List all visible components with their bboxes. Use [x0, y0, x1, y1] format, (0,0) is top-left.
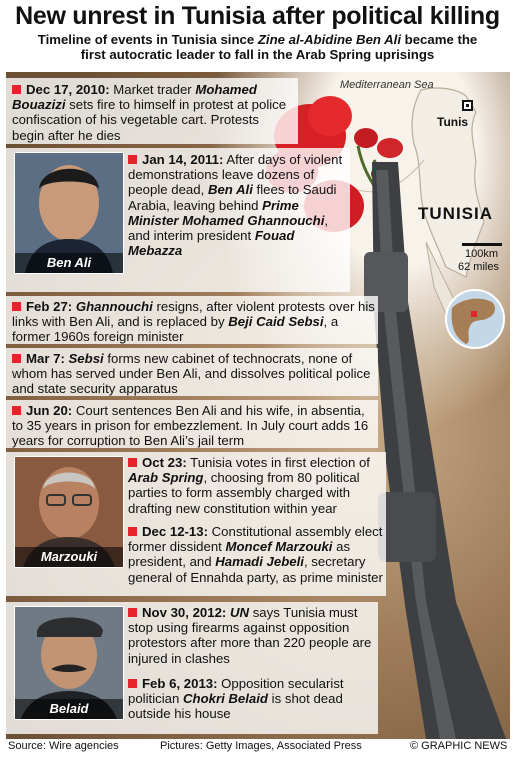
- timeline-entry: [12, 351, 376, 397]
- timeline-entry: [128, 152, 346, 258]
- entry-date: Nov 30, 2012:: [142, 605, 227, 620]
- entry-text: flees to Saudi Arabia, leaving behind: [128, 182, 337, 213]
- bullet-icon: [128, 458, 137, 467]
- entry-text: is shot dead outside his house: [128, 691, 343, 722]
- entry-highlight: Ghannouchi: [75, 299, 153, 314]
- bullet-icon: [128, 679, 137, 688]
- entry-date: Mar 7:: [26, 351, 65, 366]
- marzouki-photo: [14, 456, 124, 568]
- entry-highlight: Fouad Mebazza: [128, 228, 295, 259]
- subtitle-line2: first autocratic leader to fall in the Arab Spring uprisings: [80, 47, 435, 62]
- entry-highlight: Moncef Marzouki: [225, 539, 333, 555]
- subtitle-part: Timeline of events in Tunisia since: [37, 32, 258, 47]
- ben-ali-photo: [14, 152, 124, 274]
- timeline-entry: [128, 676, 376, 722]
- entry-date: Jan 14, 2011:: [142, 152, 224, 167]
- entry-date: Dec 17, 2010:: [26, 82, 110, 97]
- background-photo: [6, 72, 510, 739]
- entry-text: Market trader: [109, 82, 196, 97]
- belaid-photo: [14, 606, 124, 720]
- entry-text: , a former 1960s foreign minister: [12, 314, 339, 345]
- entry-date: Oct 23:: [142, 455, 187, 470]
- timeline-entry: [12, 403, 376, 449]
- entry-text: , and interim president: [128, 212, 329, 244]
- entry-highlight: Mohamed Bouazizi: [12, 82, 257, 113]
- page-title: New unrest in Tunisia after political killing: [15, 2, 500, 30]
- subtitle: [10, 32, 505, 62]
- entry-highlight: Hamadi Jebeli: [215, 554, 304, 570]
- photo-caption: Marzouki: [15, 547, 123, 567]
- subtitle-part: became the: [401, 32, 478, 47]
- source-credit: Source: Wire agencies: [8, 740, 119, 752]
- timeline-entry: [128, 524, 386, 585]
- entry-text: resigns, after violent protests over his links with Ben Ali, and is replaced by: [12, 299, 375, 330]
- bullet-icon: [12, 302, 21, 311]
- entry-text: as president, and: [128, 539, 351, 570]
- entry-highlight: Sebsi: [68, 351, 104, 366]
- bullet-icon: [12, 85, 21, 94]
- entry-text: Tunisia votes in first election of: [186, 455, 370, 470]
- timeline-entry: [128, 605, 376, 666]
- photo-caption: Ben Ali: [15, 253, 123, 273]
- entry-text: sets fire to himself in protest at police confiscation of his vegetable cart. Protests begin after he dies: [12, 97, 287, 143]
- bullet-icon: [128, 527, 137, 536]
- capital-marker-icon: [462, 100, 473, 111]
- entry-highlight: Ben Ali: [207, 182, 253, 198]
- entry-text: Constitutional assembly elect former dissident: [128, 524, 383, 555]
- entry-text: says Tunisia must stop using firearms against opposition protestors after more than 220 people are injured in clashes: [128, 605, 372, 666]
- entry-text: forms new cabinet of technocrats, none of whom has served under Ben Ali, and dissolves political police and state security apparatus: [12, 351, 371, 397]
- bullet-icon: [128, 608, 137, 617]
- photo-caption: Belaid: [15, 699, 123, 719]
- entry-date: Dec 12-13:: [142, 524, 208, 539]
- timeline-entry: [128, 455, 386, 516]
- entry-highlight: Chokri Belaid: [182, 691, 268, 707]
- bullet-icon: [12, 406, 21, 415]
- entry-text: Court sentences Ben Ali and his wife, in absentia, to 35 years in prison for embezzlement. In July court adds 16 years for corruption to Ben Ali’s jail term: [12, 403, 369, 449]
- entry-date: Feb 6, 2013:: [142, 676, 218, 691]
- entry-highlight: UN: [229, 605, 250, 620]
- pictures-credit: Pictures: Getty Images, Associated Press: [160, 740, 362, 752]
- entry-highlight: Arab Spring: [128, 470, 204, 486]
- entry-date: Feb 27:: [26, 299, 73, 314]
- entry-text: , secretary general of Ennahda party, as prime minister: [128, 554, 383, 585]
- entry-text: Opposition secularist politician: [128, 676, 344, 707]
- scale-miles: 62 miles: [458, 261, 499, 273]
- sea-label: Mediterranean Sea: [340, 79, 434, 91]
- timeline-entry: [12, 299, 376, 345]
- bullet-icon: [128, 155, 137, 164]
- entry-date: Jun 20:: [26, 403, 73, 418]
- entry-text: , choosing from 80 political parties to form assembly charged with drafting new constitution within year: [128, 470, 360, 516]
- subtitle-name: Zine al-Abidine Ben Ali: [257, 32, 401, 47]
- entry-text: After days of violent demonstrations leave dozens of people dead,: [128, 152, 343, 198]
- entry-highlight: Beji Caid Sebsi: [228, 314, 324, 330]
- timeline-entry: [12, 82, 294, 143]
- bullet-icon: [12, 354, 21, 363]
- scale-km: 100km: [465, 248, 499, 260]
- entry-highlight: Prime Minister Mohamed Ghannouchi: [128, 197, 325, 228]
- country-label: TUNISIA: [418, 204, 493, 223]
- capital-label: Tunis: [437, 115, 469, 129]
- publisher-credit: © GRAPHIC NEWS: [410, 740, 508, 752]
